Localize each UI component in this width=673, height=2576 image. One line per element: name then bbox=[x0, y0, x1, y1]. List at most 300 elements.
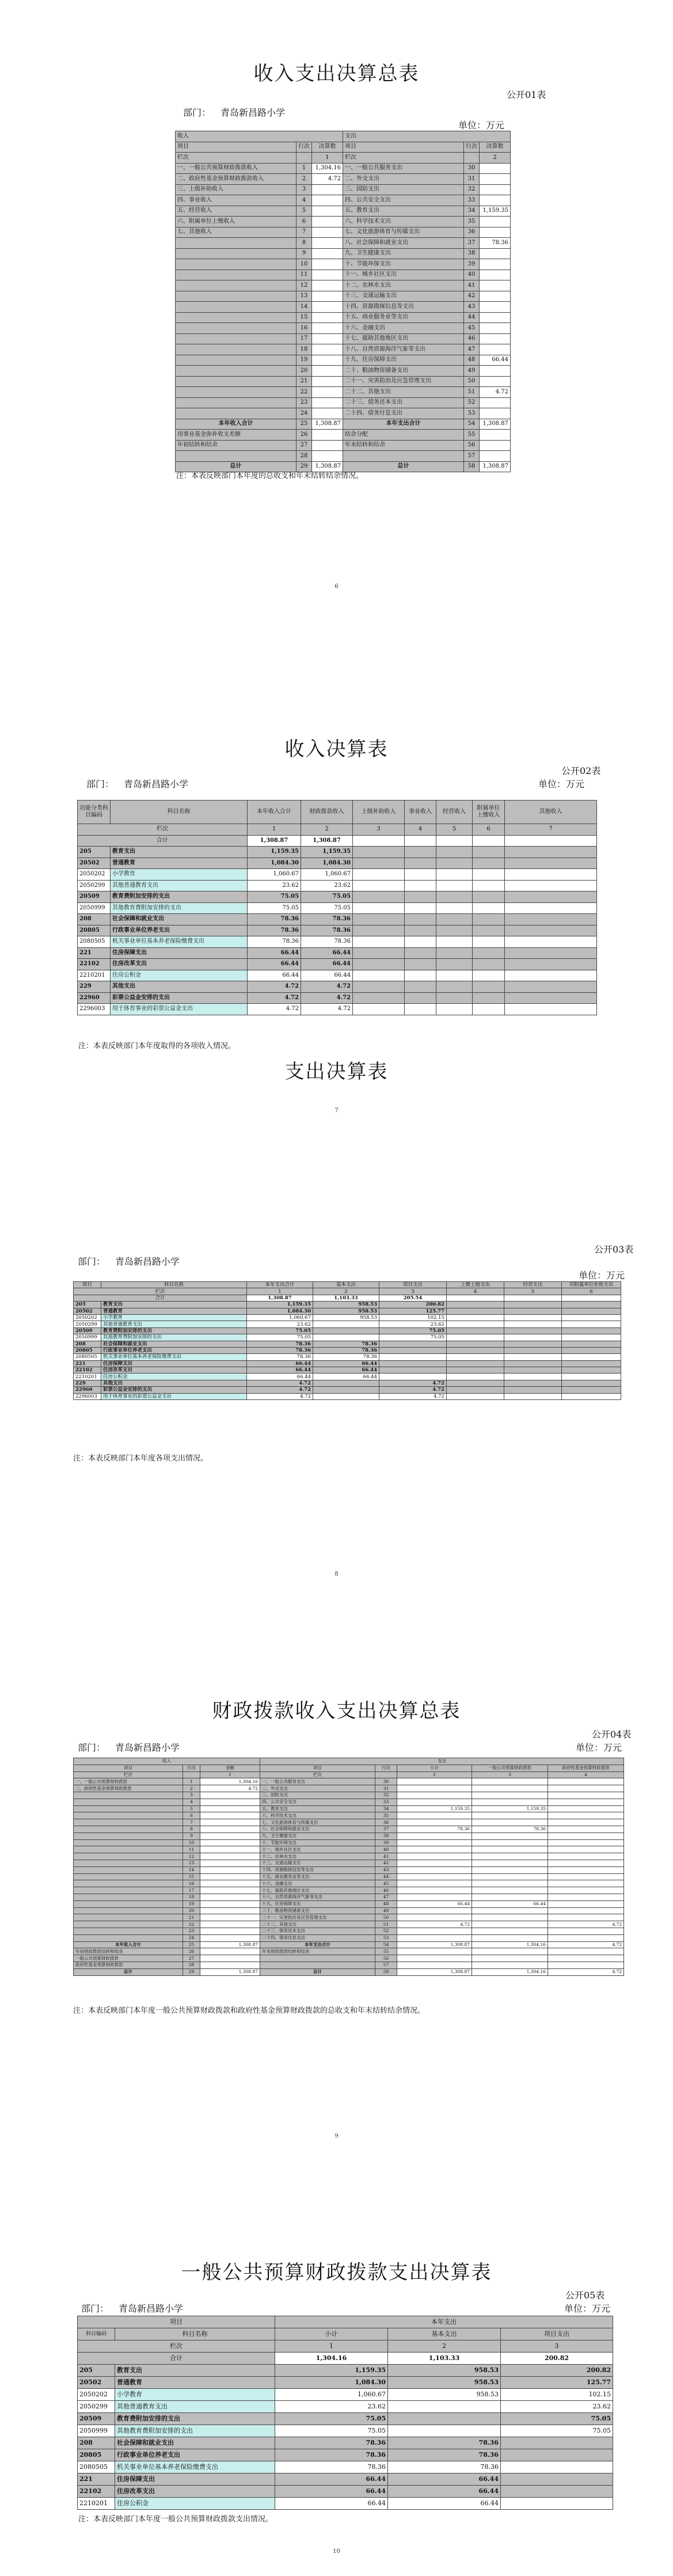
empty-cell bbox=[353, 959, 405, 970]
table-row bbox=[176, 163, 511, 174]
table-row bbox=[176, 280, 511, 291]
expend-item-label: 十八、自然资源海洋气象等支出 bbox=[343, 344, 464, 355]
row-number: 18 bbox=[183, 1894, 200, 1900]
expend-subtotal bbox=[397, 1962, 472, 1968]
row-number: 29 bbox=[296, 461, 312, 472]
income-amount bbox=[200, 1900, 260, 1907]
expend-item-label: 二十、粮油物资储备支出 bbox=[343, 366, 464, 377]
table-row bbox=[74, 1819, 624, 1826]
subject-name: 其他普通教育支出 bbox=[101, 1321, 247, 1327]
amount-cell bbox=[501, 2486, 613, 2498]
empty-cell bbox=[353, 891, 405, 903]
amount-cell bbox=[379, 1360, 447, 1367]
row-number: 11 bbox=[183, 1846, 200, 1853]
expend-gov-fund bbox=[548, 1785, 624, 1792]
amount-cell bbox=[313, 1393, 379, 1399]
column-number: 5 bbox=[436, 824, 473, 836]
table-row bbox=[78, 2486, 613, 2498]
dept-name: 青岛新昌路小学 bbox=[124, 779, 189, 790]
expend-general bbox=[472, 1799, 548, 1805]
empty-cell bbox=[562, 1341, 621, 1347]
row-number: 16 bbox=[296, 323, 312, 334]
empty-cell bbox=[436, 947, 473, 959]
dept-name: 青岛新昌路小学 bbox=[220, 107, 286, 118]
income-amount bbox=[312, 248, 343, 259]
rowno-header: 行次 bbox=[375, 1765, 397, 1771]
expend-item-label: 总计 bbox=[343, 461, 464, 472]
subject-code: 20502 bbox=[78, 858, 111, 869]
row-number: 13 bbox=[296, 291, 312, 302]
expend-general bbox=[472, 1921, 548, 1928]
expend-item-label: 总计 bbox=[260, 1968, 375, 1975]
amount-cell: 958.53 bbox=[388, 2365, 501, 2377]
row-number: 33 bbox=[464, 195, 480, 206]
row-number: 50 bbox=[375, 1914, 397, 1921]
expend-subtotal bbox=[397, 1894, 472, 1900]
amount-cell: 1,159.35 bbox=[248, 847, 301, 858]
expend-subtotal bbox=[397, 1914, 472, 1921]
amount-cell: 4.72 bbox=[248, 981, 301, 993]
expend-subtotal: 1,308.87 bbox=[397, 1941, 472, 1948]
empty-cell bbox=[562, 1347, 621, 1353]
dept-label: 部门： bbox=[86, 779, 115, 790]
expend-general bbox=[472, 1934, 548, 1941]
subject-name: 其他支出 bbox=[101, 1380, 247, 1386]
empty-cell bbox=[353, 992, 405, 1004]
expend-amount: 4.72 bbox=[480, 387, 511, 398]
expend-item-label: 九、卫生健康支出 bbox=[343, 248, 464, 259]
expend-header: 支出 bbox=[343, 131, 511, 142]
table-row bbox=[74, 1792, 624, 1799]
table-row bbox=[74, 1853, 624, 1860]
income-item-label bbox=[74, 1907, 183, 1914]
subject-code: 22102 bbox=[78, 2486, 115, 2498]
expend-subtotal bbox=[397, 1866, 472, 1873]
expend-general bbox=[472, 1778, 548, 1785]
table-row bbox=[78, 2425, 613, 2437]
expend-amount: 1,308.87 bbox=[480, 419, 511, 430]
income-amount bbox=[200, 1873, 260, 1880]
expend-subtotal bbox=[397, 1873, 472, 1880]
amount-cell: 66.44 bbox=[247, 1360, 313, 1367]
income-amount bbox=[200, 1833, 260, 1839]
expend-item-label: 十七、援助其他地区支出 bbox=[260, 1887, 375, 1894]
row-number: 44 bbox=[375, 1873, 397, 1880]
subject-code: 2050202 bbox=[74, 1314, 101, 1321]
table-row bbox=[74, 1321, 621, 1327]
row-number: 6 bbox=[296, 217, 312, 227]
table-row bbox=[74, 1941, 624, 1948]
income-item-label: 七、其他收入 bbox=[176, 227, 296, 238]
table-row bbox=[78, 869, 597, 881]
income-amount bbox=[312, 302, 343, 313]
table-row bbox=[74, 1955, 624, 1962]
income-amount bbox=[200, 1839, 260, 1846]
table-row bbox=[74, 1873, 624, 1880]
amount-cell: 125.77 bbox=[379, 1308, 447, 1314]
table-row bbox=[74, 1887, 624, 1894]
income-amount bbox=[200, 1921, 260, 1928]
expend-general bbox=[472, 1955, 548, 1962]
empty-cell bbox=[562, 1308, 621, 1314]
income-item-label bbox=[74, 1812, 183, 1819]
subject-name: 住房改革支出 bbox=[111, 959, 248, 970]
row-number: 52 bbox=[375, 1928, 397, 1934]
expend-amount bbox=[480, 397, 511, 408]
row-number: 25 bbox=[183, 1941, 200, 1948]
total-value: 1,308.87 bbox=[301, 835, 353, 847]
amount-cell: 78.36 bbox=[388, 2449, 501, 2461]
empty-cell bbox=[505, 902, 597, 914]
empty-cell bbox=[504, 1302, 562, 1308]
income-amount bbox=[200, 1907, 260, 1914]
table-row bbox=[74, 1308, 621, 1314]
career-header: 事业收入 bbox=[405, 801, 436, 824]
expend-general bbox=[472, 1860, 548, 1866]
income-amount bbox=[200, 1853, 260, 1860]
expend-item-label: 二十二、其他支出 bbox=[260, 1921, 375, 1928]
income-amount: 1,304.16 bbox=[200, 1778, 260, 1785]
subject-code: 229 bbox=[74, 1380, 101, 1386]
income-item-label bbox=[176, 280, 296, 291]
amount-cell bbox=[379, 1347, 447, 1353]
form-number: 公开05表 bbox=[565, 2290, 605, 2301]
income-item-label bbox=[176, 291, 296, 302]
column-number: 7 bbox=[505, 824, 597, 836]
amount-cell: 102.15 bbox=[501, 2389, 613, 2401]
row-number: 41 bbox=[375, 1853, 397, 1860]
empty-cell bbox=[353, 847, 405, 858]
expend-subtotal bbox=[397, 1812, 472, 1819]
column-number: 3 bbox=[501, 2340, 613, 2353]
subject-name: 住房保障支出 bbox=[101, 1360, 247, 1367]
table-row bbox=[78, 2449, 613, 2461]
expend-gov-fund bbox=[548, 1826, 624, 1833]
income-item-label: 年初结转和结余 bbox=[176, 440, 296, 451]
form-number: 公开03表 bbox=[594, 1244, 634, 1255]
amount-cell: 958.53 bbox=[313, 1302, 379, 1308]
column-number: 1 bbox=[247, 1288, 313, 1295]
column-number: 3 bbox=[379, 1288, 447, 1295]
row-number: 1 bbox=[296, 163, 312, 174]
subject-name: 教育费附加安排的支出 bbox=[111, 891, 248, 903]
row-number: 58 bbox=[464, 461, 480, 472]
table-row bbox=[74, 1812, 624, 1819]
expend-amount bbox=[480, 163, 511, 174]
subject-code: 22960 bbox=[74, 1387, 101, 1393]
amount-cell: 1,060.67 bbox=[248, 869, 301, 881]
amount-cell: 4.72 bbox=[379, 1380, 447, 1386]
column-number: 1 bbox=[200, 1771, 260, 1778]
empty-cell bbox=[505, 891, 597, 903]
fiscal-header: 财政拨款收入 bbox=[301, 801, 353, 824]
expend-item-label: 九、卫生健康支出 bbox=[260, 1833, 375, 1839]
expend-item-label: 十七、援助其他地区支出 bbox=[343, 333, 464, 344]
empty-cell bbox=[436, 880, 473, 891]
subject-code: 22102 bbox=[74, 1367, 101, 1374]
expend-gov-fund bbox=[548, 1914, 624, 1921]
lanci-label: 栏次 bbox=[74, 1771, 183, 1778]
amount-header: 决算数 bbox=[312, 142, 343, 153]
amount-cell: 66.44 bbox=[301, 959, 353, 970]
expend-item-label: 十六、金融支出 bbox=[260, 1880, 375, 1887]
table-row bbox=[176, 227, 511, 238]
expend-amount bbox=[480, 280, 511, 291]
row-number: 49 bbox=[464, 366, 480, 377]
row-number: 35 bbox=[464, 217, 480, 227]
expend-general bbox=[472, 1948, 548, 1955]
table-row bbox=[78, 914, 597, 925]
amount-cell: 75.05 bbox=[275, 2425, 388, 2437]
income-amount bbox=[312, 227, 343, 238]
row-number: 33 bbox=[375, 1799, 397, 1805]
expend-item-label: 二十三、债务还本支出 bbox=[260, 1928, 375, 1934]
income-item-label bbox=[176, 333, 296, 344]
row-number: 34 bbox=[375, 1805, 397, 1812]
empty-cell bbox=[473, 936, 505, 948]
expend-subtotal bbox=[397, 1880, 472, 1887]
row-number: 23 bbox=[296, 397, 312, 408]
row-number: 10 bbox=[183, 1839, 200, 1846]
row-number: 47 bbox=[464, 344, 480, 355]
income-item-label bbox=[74, 1833, 183, 1839]
amount-cell: 75.05 bbox=[301, 902, 353, 914]
row-number: 53 bbox=[375, 1934, 397, 1941]
income-item-label bbox=[74, 1866, 183, 1873]
income-item-label: 二、政府性基金预算财政拨款收入 bbox=[176, 174, 296, 185]
income-item-label bbox=[74, 1921, 183, 1928]
empty-cell bbox=[447, 1367, 504, 1374]
amount-cell bbox=[379, 1341, 447, 1347]
expend-general: 78.36 bbox=[472, 1826, 548, 1833]
table-row bbox=[176, 419, 511, 430]
amount-cell bbox=[388, 2401, 501, 2413]
income-item-label bbox=[74, 1894, 183, 1900]
dept-name: 青岛新昌路小学 bbox=[119, 2303, 184, 2314]
empty-cell bbox=[473, 869, 505, 881]
empty-cell bbox=[447, 1360, 504, 1367]
income-item-label: 本年收入合计 bbox=[74, 1941, 183, 1948]
amount-cell: 66.44 bbox=[388, 2498, 501, 2510]
income-item-label bbox=[176, 387, 296, 398]
row-number: 27 bbox=[296, 440, 312, 451]
income-amount: 1,308.87 bbox=[200, 1968, 260, 1975]
income-item-label bbox=[176, 355, 296, 366]
expend-item-label: 十九、住房保障支出 bbox=[343, 355, 464, 366]
amount-cell: 66.44 bbox=[301, 947, 353, 959]
expend-amount bbox=[480, 366, 511, 377]
empty-cell bbox=[405, 970, 436, 981]
empty-cell bbox=[504, 1387, 562, 1393]
expend-general: 1,159.35 bbox=[472, 1805, 548, 1812]
table-row bbox=[74, 1327, 621, 1334]
empty-cell bbox=[562, 1302, 621, 1308]
empty-cell bbox=[473, 858, 505, 869]
income-amount bbox=[312, 451, 343, 462]
empty-cell bbox=[353, 936, 405, 948]
expend-item-label: 十五、商业服务业等支出 bbox=[343, 312, 464, 323]
subject-name: 住房改革支出 bbox=[115, 2486, 275, 2498]
empty-cell bbox=[505, 936, 597, 948]
empty-cell bbox=[505, 959, 597, 970]
table-row bbox=[78, 2413, 613, 2425]
expend-item-label: 二十四、债务付息支出 bbox=[343, 408, 464, 419]
income-item-label bbox=[74, 1826, 183, 1833]
table-row bbox=[74, 1894, 624, 1900]
expend-gov-fund bbox=[548, 1792, 624, 1799]
expend-item-label: 年末结转和结余 bbox=[343, 440, 464, 451]
column-number: 2 bbox=[301, 824, 353, 836]
row-number: 57 bbox=[464, 451, 480, 462]
expend-subtotal: 78.36 bbox=[397, 1826, 472, 1833]
subject-name: 其他普通教育支出 bbox=[111, 880, 248, 891]
empty-cell bbox=[353, 925, 405, 936]
table-row bbox=[176, 217, 511, 227]
empty-cell bbox=[405, 880, 436, 891]
expend-gov-fund bbox=[548, 1805, 624, 1812]
expend-general bbox=[472, 1880, 548, 1887]
income-item-label bbox=[176, 248, 296, 259]
expend-general bbox=[472, 1894, 548, 1900]
expend-subtotal bbox=[397, 1860, 472, 1866]
amount-cell: 66.44 bbox=[275, 2473, 388, 2486]
project-header: 项目支出 bbox=[379, 1282, 447, 1288]
basic-header: 基本支出 bbox=[388, 2328, 501, 2340]
table-row bbox=[78, 2389, 613, 2401]
fiscal-summary-table bbox=[73, 1758, 624, 1976]
amount-cell: 66.44 bbox=[301, 970, 353, 981]
income-item-label bbox=[74, 1799, 183, 1805]
expend-gov-fund bbox=[548, 1839, 624, 1846]
row-number: 7 bbox=[296, 227, 312, 238]
subject-code: 221 bbox=[78, 2473, 115, 2486]
row-number: 54 bbox=[375, 1941, 397, 1948]
expend-item-label: 十四、资源勘探信息等支出 bbox=[260, 1866, 375, 1873]
empty-cell bbox=[473, 1004, 505, 1015]
empty-cell bbox=[505, 847, 597, 858]
subject-code: 20509 bbox=[74, 1327, 101, 1334]
row-number: 45 bbox=[464, 323, 480, 334]
dept-label: 部门： bbox=[81, 2303, 109, 2314]
income-amount bbox=[312, 206, 343, 217]
amount-cell: 102.15 bbox=[379, 1314, 447, 1321]
row-number: 28 bbox=[296, 451, 312, 462]
subject-code: 20509 bbox=[78, 891, 111, 903]
income-item-label bbox=[176, 451, 296, 462]
income-amount bbox=[312, 333, 343, 344]
income-amount bbox=[200, 1866, 260, 1873]
expend-item-label: 二、外交支出 bbox=[260, 1785, 375, 1792]
amount-cell bbox=[501, 2498, 613, 2510]
table-row bbox=[78, 880, 597, 891]
empty-cell bbox=[504, 1367, 562, 1374]
code-header: 项目 bbox=[74, 1282, 101, 1288]
empty-cell bbox=[473, 947, 505, 959]
amount-cell: 1,060.67 bbox=[247, 1314, 313, 1321]
column-number: 4 bbox=[548, 1771, 624, 1778]
empty-cell bbox=[504, 1334, 562, 1341]
income-amount bbox=[312, 397, 343, 408]
expend-gov-fund bbox=[548, 1799, 624, 1805]
income-item-label: 总计 bbox=[176, 461, 296, 472]
expend-item-label: 六、科学技术支出 bbox=[260, 1812, 375, 1819]
income-item-label: 一般公共预算财政拨款 bbox=[74, 1955, 183, 1962]
amount-cell: 23.62 bbox=[379, 1321, 447, 1327]
amount-cell: 125.77 bbox=[501, 2377, 613, 2389]
subject-code: 229 bbox=[78, 981, 111, 993]
lanci-label: 栏次 bbox=[176, 153, 296, 164]
amount-cell: 1,084.30 bbox=[247, 1308, 313, 1314]
expend-gov-fund bbox=[548, 1887, 624, 1894]
row-number: 24 bbox=[183, 1934, 200, 1941]
amount-cell: 23.62 bbox=[301, 880, 353, 891]
row-number: 31 bbox=[464, 174, 480, 185]
subject-code: 22960 bbox=[78, 992, 111, 1004]
column-number: 1 bbox=[275, 2340, 388, 2353]
row-number: 44 bbox=[464, 312, 480, 323]
row-number: 6 bbox=[183, 1812, 200, 1819]
column-number: 2 bbox=[313, 1288, 379, 1295]
expend-gov-fund bbox=[548, 1955, 624, 1962]
amount-cell: 23.62 bbox=[275, 2401, 388, 2413]
table-row bbox=[78, 992, 597, 1004]
column-number: 2 bbox=[397, 1771, 472, 1778]
row-number: 28 bbox=[183, 1962, 200, 1968]
amount-cell: 75.05 bbox=[248, 902, 301, 914]
row-number: 52 bbox=[464, 397, 480, 408]
subject-code: 2050999 bbox=[78, 2425, 115, 2437]
amount-cell: 78.36 bbox=[301, 936, 353, 948]
amount-cell: 75.05 bbox=[275, 2413, 388, 2425]
subject-code: 2050999 bbox=[78, 902, 111, 914]
subject-name: 教育支出 bbox=[111, 847, 248, 858]
other-header: 其他收入 bbox=[505, 801, 597, 824]
empty-cell bbox=[436, 1004, 473, 1015]
table-row bbox=[74, 1839, 624, 1846]
income-amount bbox=[200, 1819, 260, 1826]
income-amount bbox=[200, 1928, 260, 1934]
income-amount: 4.72 bbox=[200, 1785, 260, 1792]
table-row bbox=[74, 1302, 621, 1308]
amount-cell: 78.36 bbox=[247, 1341, 313, 1347]
expend-gov-fund: 4.72 bbox=[548, 1921, 624, 1928]
expend-gov-fund bbox=[548, 1833, 624, 1839]
amount-cell: 958.53 bbox=[388, 2377, 501, 2389]
amount-cell: 78.36 bbox=[313, 1341, 379, 1347]
expend-item-label: 二、外交支出 bbox=[343, 174, 464, 185]
subject-name: 彩票公益金安排的支出 bbox=[101, 1387, 247, 1393]
income-item-label bbox=[74, 1846, 183, 1853]
expend-general: 1,304.16 bbox=[472, 1941, 548, 1948]
table-row bbox=[74, 1799, 624, 1805]
empty-cell bbox=[436, 914, 473, 925]
expend-amount bbox=[480, 248, 511, 259]
expend-item-label bbox=[260, 1955, 375, 1962]
table-row bbox=[74, 1860, 624, 1866]
income-amount bbox=[312, 259, 343, 270]
income-amount bbox=[312, 195, 343, 206]
row-number: 14 bbox=[183, 1866, 200, 1873]
empty-cell bbox=[473, 847, 505, 858]
section-title: 支出决算表 bbox=[284, 1060, 389, 1083]
empty-cell bbox=[405, 891, 436, 903]
empty-cell bbox=[504, 1374, 562, 1380]
amount-cell: 75.05 bbox=[248, 891, 301, 903]
row-number: 9 bbox=[296, 248, 312, 259]
expend-general: 66.44 bbox=[472, 1900, 548, 1907]
expend-amount bbox=[480, 451, 511, 462]
subject-name: 机关事业单位基本养老保险缴费支出 bbox=[115, 2461, 275, 2473]
